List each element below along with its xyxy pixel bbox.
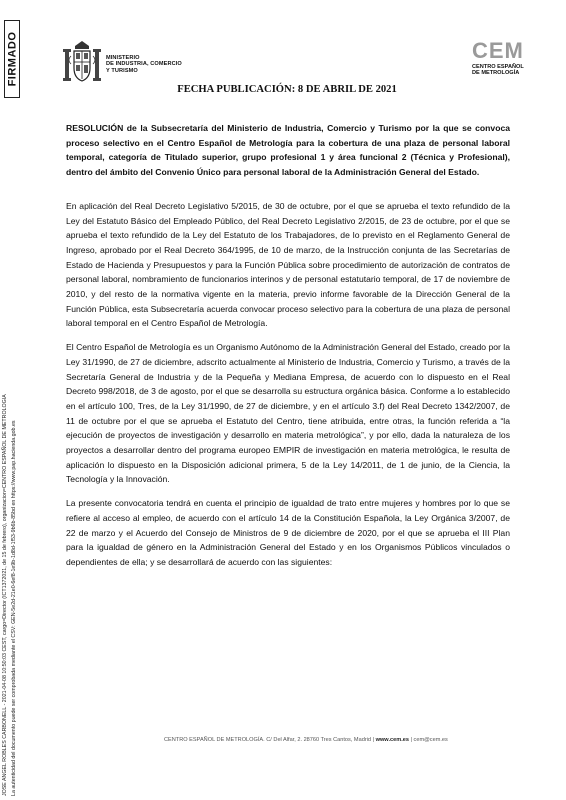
body-paragraph: La presente convocatoria tendrá en cuenta el principio de igualdad de trato entre mujeres y hombres por lo que se refiere al acceso al empleo, de acuerdo con el artículo 14 de la Constitución Española, la Ley Orgánica 3/2007, de 22 de marzo y el Acuerdo del Consejo de Ministros de 9 de diciembre de 2020, por el que se aprueba el III Plan para la igualdad de género en la Administración General del Estado y en los Organismos Públicos vinculados o dependientes de ella; y se desarrollará de acuerdo con las siguientes:: [66, 498, 510, 567]
cem-sub-line: DE METROLOGÍA: [472, 70, 520, 77]
resolution-title: RESOLUCIÓN de la Subsecretaría del Ministerio de Industria, Comercio y Turismo por la que se convoca proceso selectivo en el Centro Español de Metrología para la cobertura de una plaza de personal laboral temporal, categoría de Titulado superior, grupo profesional 1 y área funcional 2 (Técnica y Profesional), dentro del ámbito del Convenio Único para personal laboral de la Administración General del Estado.: [66, 123, 510, 178]
cem-logo: [472, 40, 536, 80]
electronic-signature-block: [2, 276, 26, 796]
ministry-name: [106, 55, 196, 74]
cem-sub-line: CENTRO ESPAÑOL: [472, 64, 524, 70]
signature-line: JOSE ANGEL ROBLES CARBONELL - 2021-04-08 10:50:03 CEST, cargo=Director (ICT1372021, de 15 de febrero), organizacion=CENTRO ESPAÑOL DE METROLOGIA: [2, 394, 8, 796]
coat-of-arms-logo: [62, 40, 102, 86]
document-body: [66, 121, 510, 579]
cem-logo-subtitle: [472, 64, 536, 76]
body-paragraph: El Centro Español de Metrología es un Organismo Autónomo de la Administración General del Estado, creado por la Ley 31/1990, de 27 de diciembre, adscrito actualmente al Ministerio de Industria, Comercio y Turismo, a través de la Secretaría General de Industria y de la Pequeña y Mediana Empresa, de acuerdo con lo dispuesto en el Real Decreto 998/2018, de 3 de agosto, por el que se desarrolla su estructura orgánica básica. Conforme a lo establecido en el artículo 100, Tres, de la Ley 31/1990, de 27 de diciembre, y en el artículo 3.f) del Real Decreto 1342/2007, de 11 de octubre por el que se aprueba el Estatuto del Centro, tiene atribuida, entre otras, la función referida a “la ejecución de proyectos de investigación y desarrollo en materia metrológica”, y por ello, dada la naturaleza de los proyectos a desarrollar dentro del programa europeo EMPIR de investigación en materia metrológica, le resulta de aplicación lo dispuesto en la Disposición adicional primera, 5 de la Ley 14/2011, de 1 de junio, de la Ciencia, la Tecnología y la Innovación.: [66, 342, 510, 485]
ministry-line: DE INDUSTRIA, COMERCIO: [106, 61, 182, 68]
cem-logo-text: CEM: [472, 38, 524, 63]
body-paragraph: En aplicación del Real Decreto Legislativo 5/2015, de 30 de octubre, por el que se aprueba el texto refundido de la Ley del Estatuto Básico del Empleado Público, del Real Decreto Legislativo 2/2015, de 23 de octubre, por el que se aprueba el texto refundido de la Ley del Estatuto de los Trabajadores, de lo previsto en el Reglamento General de Ingreso, aprobado por el Real Decreto 364/1995, de 10 de marzo, de la Instrucción conjunta de las Secretarías de Estado de Hacienda y Presupuestos y para la Función Pública sobre procedimiento de autorización de contratos de personal laboral, nombramiento de funcionarios interinos y de personal estatutario temporal, de 17 de noviembre de 2010, y del resto de la normativa vigente en la materia, previo informe favorable de la Dirección General de la Función Pública, esta Subsecretaría acuerda convocar proceso selectivo para la cobertura de una plaza de personal laboral temporal en el Centro Español de Metrología.: [66, 200, 510, 329]
firmado-label: FIRMADO: [6, 31, 19, 87]
csv-verification-line: La autenticidad del documento puede ser comprobada mediante el CSV: GEN-5e2d-21e0-6ef8-1e9b-1d8d-1f53-9b6b-85bd en https://www.pap.hacienda.gob.es: [11, 420, 17, 796]
firmado-stamp: [4, 20, 20, 98]
footer-email[interactable]: | cem@cem.es: [408, 737, 448, 743]
ministry-line: Y TURISMO: [106, 67, 138, 74]
ministry-line: MINISTERIO: [106, 55, 140, 61]
page-footer: [164, 737, 544, 743]
footer-address: CENTRO ESPAÑOL DE METROLOGÍA. C/ Del Alfar, 2. 28760 Tres Cantos, Madrid |: [164, 737, 376, 743]
footer-website-link[interactable]: www.cem.es: [375, 737, 409, 743]
publication-date: FECHA PUBLICACIÓN: 8 DE ABRIL DE 2021: [177, 84, 397, 95]
